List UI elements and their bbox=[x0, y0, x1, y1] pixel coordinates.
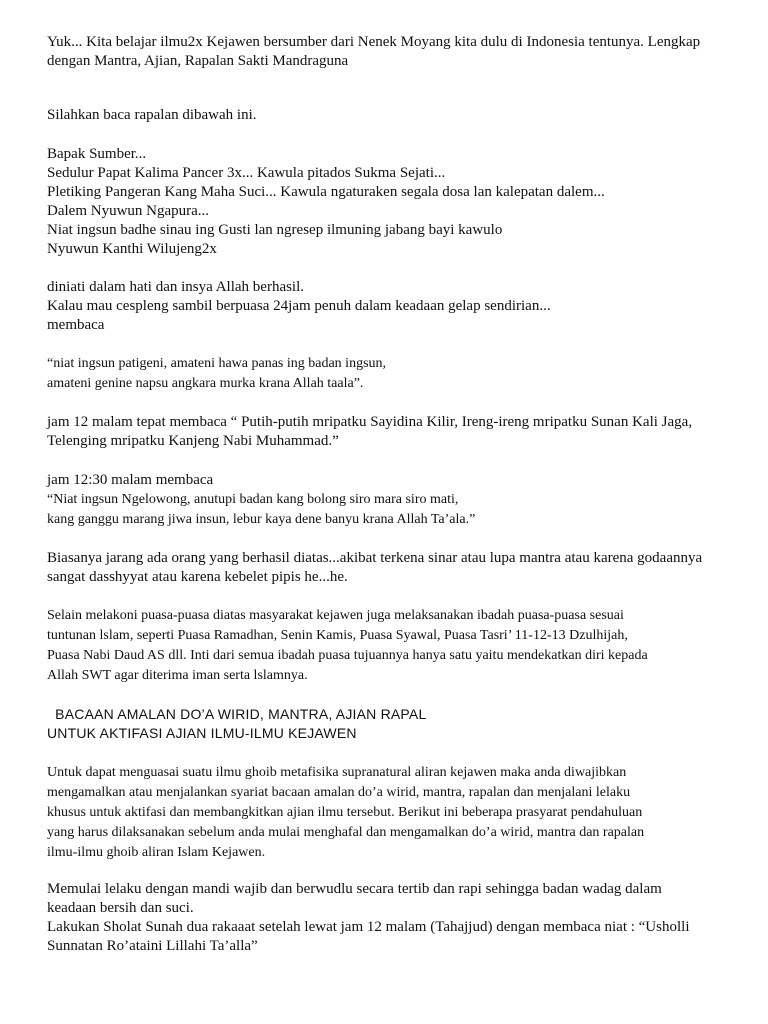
paragraph-line: Selain melakoni puasa-puasa diatas masyarakat kejawen juga melaksanakan ibadah puasa-puasa sesuai bbox=[47, 608, 624, 623]
section-heading: BACAAN AMALAN DO’A WIRID, MANTRA, AJIAN RAPAL bbox=[47, 706, 427, 722]
paragraph-line: yang harus dilaksanakan sebelum anda mulai menghafal dan mengamalkan do’a wirid, mantra dan rapalan bbox=[47, 825, 645, 840]
paragraph-line: Sunnatan Ro’ataini Lillahi Ta’alla” bbox=[47, 938, 258, 954]
intro-line: dengan Mantra, Ajian, Rapalan Sakti Mandraguna bbox=[47, 53, 349, 69]
paragraph-line: sangat dasshyyat atau karena kebelet pipis he...he. bbox=[47, 569, 348, 585]
mantra-line: amateni genine napsu angkara murka krana Allah taala”. bbox=[47, 376, 364, 391]
rapalan-line: Pletiking Pangeran Kang Maha Suci... Kawula ngaturaken segala dosa lan kalepatan dalem... bbox=[47, 184, 605, 200]
rapalan-line: Dalem Nyuwun Ngapura... bbox=[47, 203, 210, 219]
paragraph-line: keadaan bersih dan suci. bbox=[47, 900, 194, 916]
rapalan-line: Bapak Sumber... bbox=[47, 146, 147, 162]
paragraph-line: diniati dalam hati dan insya Allah berhasil. bbox=[47, 279, 305, 295]
paragraph-line: jam 12 malam tepat membaca “ Putih-putih mripatku Sayidina Kilir, Ireng-ireng mripatku Sunan Kali Jaga, bbox=[47, 414, 693, 430]
paragraph-line: jam 12:30 malam membaca bbox=[47, 472, 214, 488]
intro-line: Yuk... Kita belajar ilmu2x Kejawen bersumber dari Nenek Moyang kita dulu di Indonesia tentunya. Lengkap bbox=[47, 34, 701, 50]
rapalan-line: Niat ingsun badhe sinau ing Gusti lan ngresep ilmuning jabang bayi kawulo bbox=[47, 222, 503, 238]
paragraph-line: Kalau mau cespleng sambil berpuasa 24jam penuh dalam keadaan gelap sendirian... bbox=[47, 298, 551, 314]
paragraph-line: mengamalkan atau menjalankan syariat bacaan amalan do’a wirid, mantra, rapalan dan menjalani lelaku bbox=[47, 785, 631, 800]
paragraph-line: khusus untuk aktifasi dan membangkitkan ajian ilmu tersebut. Berikut ini beberapa prasyarat pendahuluan bbox=[47, 805, 643, 820]
paragraph-line: Biasanya jarang ada orang yang berhasil diatas...akibat terkena sinar atau lupa mantra atau karena godaannya bbox=[47, 550, 703, 566]
rapalan-line: Sedulur Papat Kalima Pancer 3x... Kawula pitados Sukma Sejati... bbox=[47, 165, 446, 181]
paragraph-line: Allah SWT agar diterima iman serta lslamnya. bbox=[47, 668, 308, 683]
paragraph-line: tuntunan lslam, seperti Puasa Ramadhan, Senin Kamis, Puasa Syawal, Puasa Tasri’ 11-12-13 Dzulhijah, bbox=[47, 628, 628, 643]
instruction-line: Silahkan baca rapalan dibawah ini. bbox=[47, 107, 257, 123]
paragraph-line: Lakukan Sholat Sunah dua rakaaat setelah lewat jam 12 malam (Tahajjud) dengan membaca niat : “Usholli bbox=[47, 919, 690, 935]
rapalan-line: Nyuwun Kanthi Wilujeng2x bbox=[47, 241, 217, 257]
paragraph-line: membaca bbox=[47, 317, 105, 333]
paragraph-line: Memulai lelaku dengan mandi wajib dan berwudlu secara tertib dan rapi sehingga badan wadag dalam bbox=[47, 881, 662, 897]
mantra-line: kang ganggu marang jiwa insun, lebur kaya dene banyu krana Allah Ta’ala.” bbox=[47, 512, 476, 527]
paragraph-line: Telenging mripatku Kanjeng Nabi Muhammad.” bbox=[47, 433, 339, 449]
paragraph-line: Puasa Nabi Daud AS dll. Inti dari semua ibadah puasa tujuannya hanya satu yaitu mendekatkan diri kepada bbox=[47, 648, 648, 663]
section-heading: UNTUK AKTIFASI AJIAN ILMU-ILMU KEJAWEN bbox=[47, 725, 357, 741]
paragraph-line: Untuk dapat menguasai suatu ilmu ghoib metafisika supranatural aliran kejawen maka anda diwajibkan bbox=[47, 765, 627, 780]
mantra-line: “niat ingsun patigeni, amateni hawa panas ing badan ingsun, bbox=[47, 356, 387, 371]
paragraph-line: ilmu-ilmu ghoib aliran Islam Kejawen. bbox=[47, 845, 266, 860]
mantra-line: “Niat ingsun Ngelowong, anutupi badan kang bolong siro mara siro mati, bbox=[47, 492, 459, 507]
